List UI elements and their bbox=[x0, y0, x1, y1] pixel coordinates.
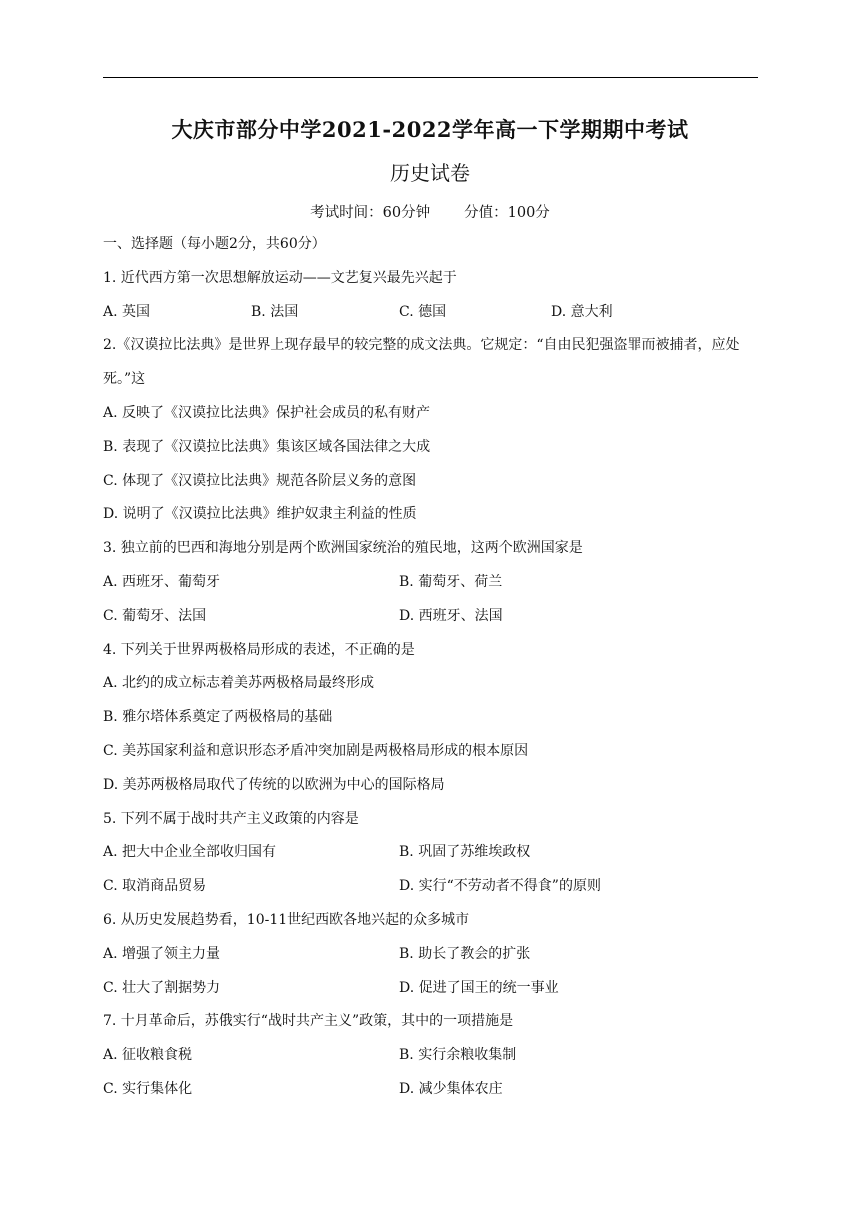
page-subtitle: 历史试卷 bbox=[390, 161, 470, 185]
option: C. 德国 bbox=[399, 303, 447, 320]
option: B. 雅尔塔体系奠定了两极格局的基础 bbox=[103, 709, 333, 726]
question-stem: 6. 从历史发展趋势看，10-11世纪西欧各地兴起的众多城市 bbox=[103, 911, 470, 928]
options-row bbox=[103, 836, 763, 870]
option: B. 助长了教会的扩张 bbox=[399, 945, 531, 962]
options-row bbox=[103, 1039, 763, 1073]
option: C. 体现了《汉谟拉比法典》规范各阶层义务的意图 bbox=[103, 472, 417, 489]
option: A. 英国 bbox=[103, 303, 151, 320]
option: B. 表现了《汉谟拉比法典》集该区域各国法律之大成 bbox=[103, 438, 431, 455]
exam-time: 考试时间：60分钟 bbox=[310, 205, 431, 221]
option: A. 西班牙、葡萄牙 bbox=[103, 573, 221, 590]
option: A. 把大中企业全部收归国有 bbox=[103, 844, 277, 861]
option: D. 西班牙、法国 bbox=[399, 607, 503, 624]
option: D. 减少集体农庄 bbox=[399, 1080, 503, 1097]
option: D. 美苏两极格局取代了传统的以欧洲为中心的国际格局 bbox=[103, 776, 445, 793]
question-list bbox=[103, 228, 763, 1107]
options-row bbox=[103, 1073, 763, 1107]
option: B. 法国 bbox=[251, 303, 299, 320]
options-row bbox=[103, 566, 763, 600]
options-row bbox=[103, 972, 763, 1006]
option: B. 巩固了苏维埃政权 bbox=[399, 844, 531, 861]
question-stem: 4. 下列关于世界两极格局形成的表述，不正确的是 bbox=[103, 641, 415, 658]
option: D. 意大利 bbox=[551, 303, 613, 320]
exam-info bbox=[0, 201, 860, 222]
option: C. 美苏国家利益和意识形态矛盾冲突加剧是两极格局形成的根本原因 bbox=[103, 742, 529, 759]
option: C. 葡萄牙、法国 bbox=[103, 607, 207, 624]
option: D. 说明了《汉谟拉比法典》维护奴隶主利益的性质 bbox=[103, 506, 417, 523]
option: A. 征收粮食税 bbox=[103, 1047, 193, 1064]
option: D. 促进了国王的统一事业 bbox=[399, 979, 559, 996]
question-stem: 1. 近代西方第一次思想解放运动——文艺复兴最先兴起于 bbox=[103, 269, 457, 286]
option: C. 壮大了割据势力 bbox=[103, 979, 221, 996]
page-title: 大庆市部分中学2021-2022学年高一下学期期中考试 bbox=[171, 117, 689, 142]
option: B. 实行余粮收集制 bbox=[399, 1047, 517, 1064]
options-row bbox=[103, 600, 763, 634]
option: A. 北约的成立标志着美苏两极格局最终形成 bbox=[103, 675, 375, 692]
option: D. 实行“不劳动者不得食”的原则 bbox=[399, 878, 601, 895]
option: B. 葡萄牙、荷兰 bbox=[399, 573, 503, 590]
question-stem: 7. 十月革命后，苏俄实行“战时共产主义”政策，其中的一项措施是 bbox=[103, 1013, 514, 1030]
header-rule bbox=[103, 77, 758, 78]
option: C. 实行集体化 bbox=[103, 1080, 193, 1097]
exam-score: 分值：100分 bbox=[464, 205, 550, 221]
options-row bbox=[103, 938, 763, 972]
option: A. 反映了《汉谟拉比法典》保护社会成员的私有财产 bbox=[103, 404, 431, 421]
options-row bbox=[103, 870, 763, 904]
section-heading: 一、选择题（每小题2分，共60分） bbox=[103, 236, 326, 252]
question-stem: 2.《汉谟拉比法典》是世界上现存最早的较完整的成文法典。它规定：“自由民犯强盗罪而被捕者，应处死。”这 bbox=[103, 337, 740, 388]
option: C. 取消商品贸易 bbox=[103, 878, 207, 895]
question-stem: 3. 独立前的巴西和海地分别是两个欧洲国家统治的殖民地，这两个欧洲国家是 bbox=[103, 540, 583, 557]
option: A. 增强了领主力量 bbox=[103, 945, 221, 962]
options-row bbox=[103, 296, 763, 330]
question-stem: 5. 下列不属于战时共产主义政策的内容是 bbox=[103, 810, 359, 827]
